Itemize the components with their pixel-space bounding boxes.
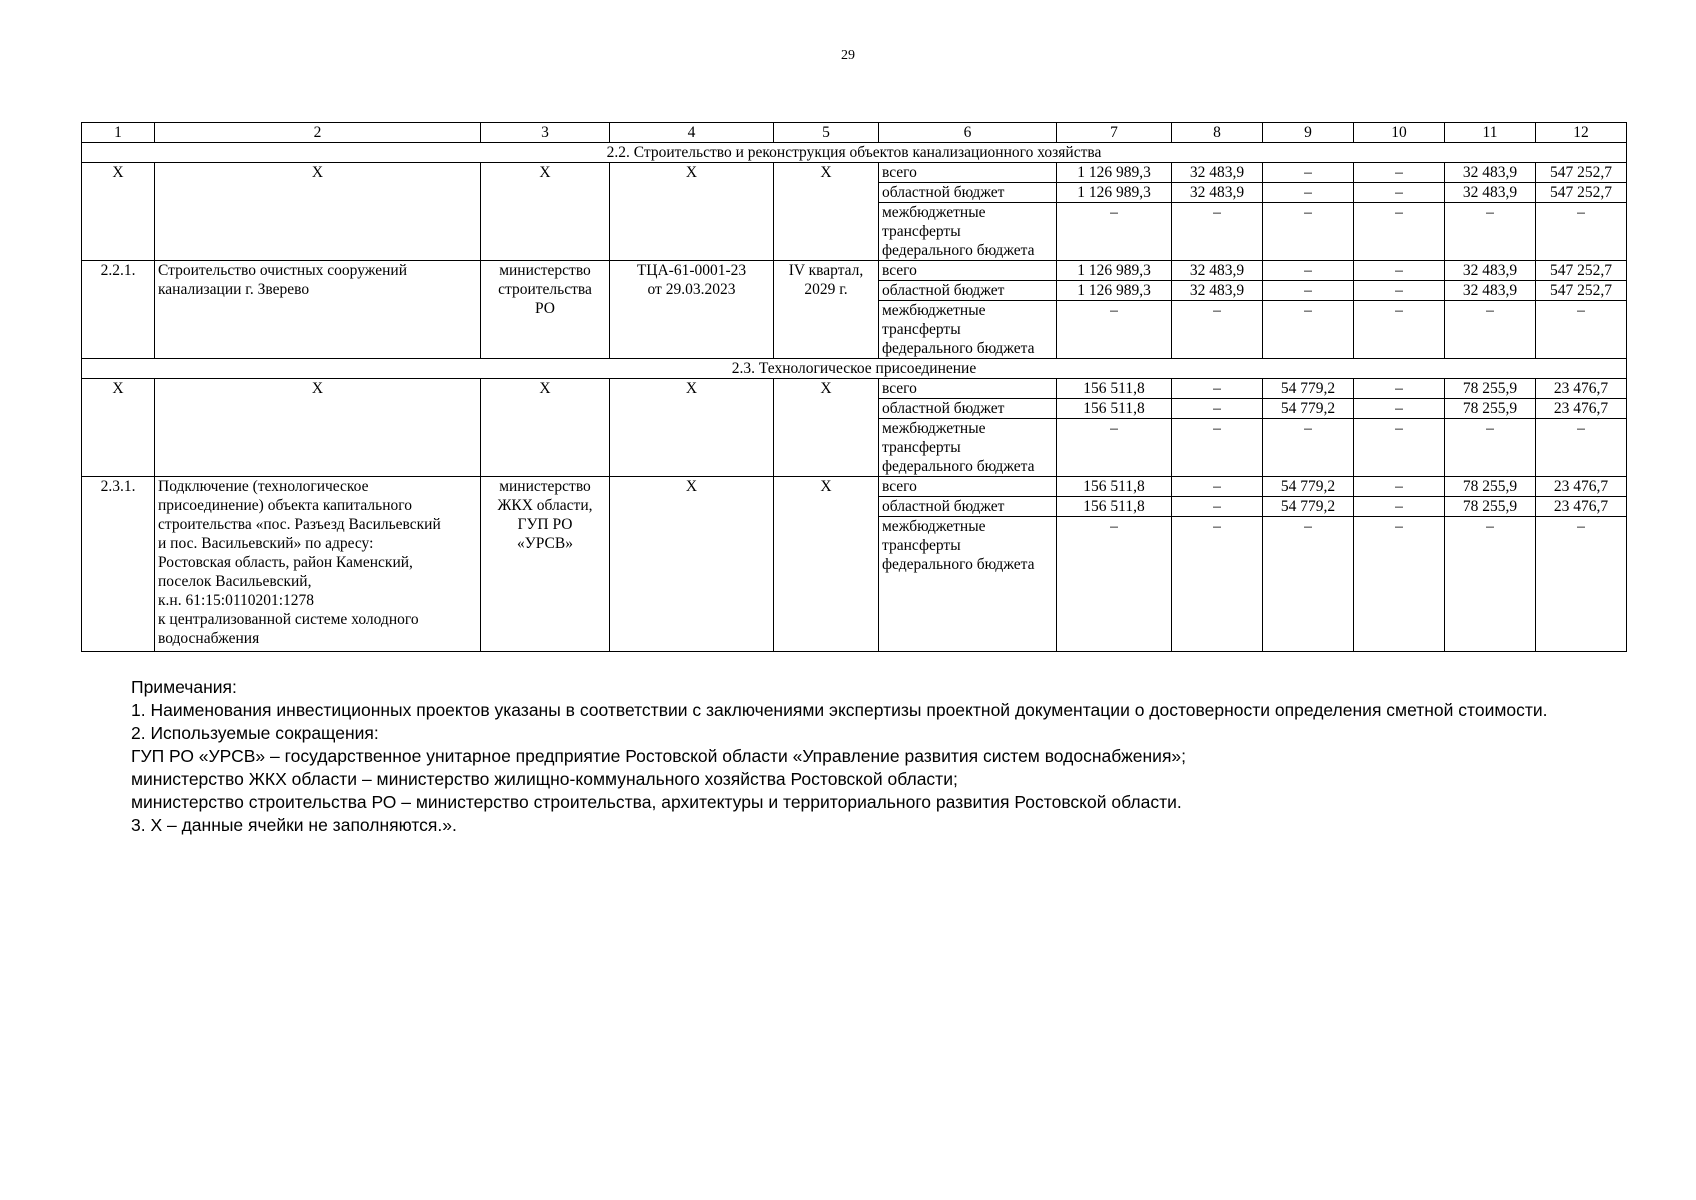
value-cell: 1 126 989,3 (1057, 163, 1172, 183)
value-cell: 23 476,7 (1536, 497, 1627, 517)
value-cell: 78 255,9 (1445, 379, 1536, 399)
funding-source-label: областной бюджет (879, 497, 1057, 517)
value-cell: 32 483,9 (1445, 163, 1536, 183)
value-cell: – (1172, 517, 1263, 652)
column-header: 11 (1445, 123, 1536, 143)
project-name-line: водоснабжения (158, 630, 260, 647)
completion-term (774, 261, 879, 359)
value-cell: 78 255,9 (1445, 497, 1536, 517)
project-name-line: Ростовская область, район Каменский, (158, 554, 413, 571)
column-header: 8 (1172, 123, 1263, 143)
value-cell: – (1445, 203, 1536, 261)
value-cell: 78 255,9 (1445, 399, 1536, 419)
value-cell: – (1057, 419, 1172, 477)
page-number: 29 (841, 48, 855, 63)
project-name-line: поселок Васильевский, (158, 573, 312, 590)
value-cell: 1 126 989,3 (1057, 261, 1172, 281)
label-line: трансферты (882, 321, 961, 338)
value-cell: – (1172, 419, 1263, 477)
column-number-row (82, 123, 1627, 143)
value-cell: 1 126 989,3 (1057, 281, 1172, 301)
value-cell: – (1263, 419, 1354, 477)
project-name (155, 477, 481, 652)
label-line: трансферты (882, 223, 961, 240)
project-name-line: к.н. 61:15:0110201:1278 (158, 592, 315, 609)
project-name (155, 261, 481, 359)
column-header: 7 (1057, 123, 1172, 143)
section-heading: 2.3. Технологическое присоединение (82, 359, 1627, 379)
org-line: строительства (498, 281, 592, 298)
value-cell: 156 511,8 (1057, 399, 1172, 419)
column-header: 6 (879, 123, 1057, 143)
label-line: межбюджетные (882, 420, 986, 437)
value-cell: 547 252,7 (1536, 183, 1627, 203)
value-cell: 156 511,8 (1057, 379, 1172, 399)
label-line: межбюджетные (882, 518, 986, 535)
cell-x: Х (610, 379, 774, 477)
project-name-line: Строительство очистных сооружений (158, 262, 408, 279)
cell-x: Х (774, 477, 879, 652)
value-cell: – (1057, 301, 1172, 359)
value-cell: – (1263, 517, 1354, 652)
value-cell: 156 511,8 (1057, 477, 1172, 497)
label-line: трансферты (882, 537, 961, 554)
investment-table (81, 122, 1627, 652)
project-name-line: и пос. Васильевский» по адресу: (158, 535, 374, 552)
value-cell: – (1354, 261, 1445, 281)
cell-x: Х (774, 163, 879, 261)
project-name-line: к централизованной системе холодного (158, 611, 419, 628)
value-cell: – (1172, 497, 1263, 517)
value-cell: 32 483,9 (1172, 163, 1263, 183)
project-number: 2.2.1. (82, 261, 155, 359)
cell-x: Х (82, 163, 155, 261)
cell-x: Х (82, 379, 155, 477)
value-cell: 547 252,7 (1536, 281, 1627, 301)
cell-x: Х (155, 163, 481, 261)
column-header: 10 (1354, 123, 1445, 143)
funding-source-label: всего (879, 477, 1057, 497)
value-cell: – (1354, 301, 1445, 359)
project-name-line: строительства «пос. Разъезд Васильевский (158, 516, 441, 533)
value-cell: – (1172, 301, 1263, 359)
table-row (82, 261, 1627, 281)
value-cell: 78 255,9 (1445, 477, 1536, 497)
label-line: федерального бюджета (882, 556, 1035, 573)
column-header: 5 (774, 123, 879, 143)
doc-line: ТЦА-61-0001-23 (636, 262, 747, 279)
value-cell: 23 476,7 (1536, 477, 1627, 497)
value-cell: – (1354, 183, 1445, 203)
funding-source-label: областной бюджет (879, 183, 1057, 203)
value-cell: – (1172, 203, 1263, 261)
column-header: 12 (1536, 123, 1627, 143)
column-header: 2 (155, 123, 481, 143)
value-cell: – (1536, 517, 1627, 652)
value-cell: 54 779,2 (1263, 399, 1354, 419)
column-header: 4 (610, 123, 774, 143)
value-cell: 547 252,7 (1536, 261, 1627, 281)
value-cell: – (1263, 203, 1354, 261)
notes-block (131, 676, 1651, 837)
value-cell: 32 483,9 (1172, 261, 1263, 281)
value-cell: – (1263, 183, 1354, 203)
value-cell: – (1172, 477, 1263, 497)
value-cell: – (1445, 419, 1536, 477)
column-header: 9 (1263, 123, 1354, 143)
project-name-line: канализации г. Зверево (158, 281, 310, 298)
value-cell: – (1263, 301, 1354, 359)
term-line: 2029 г. (804, 281, 848, 298)
column-header: 3 (481, 123, 610, 143)
funding-source-label: областной бюджет (879, 281, 1057, 301)
value-cell: 32 483,9 (1445, 261, 1536, 281)
cell-x: Х (481, 379, 610, 477)
org-line: ГУП РО (517, 516, 573, 533)
term-line: IV квартал, (788, 262, 864, 279)
note-line: ГУП РО «УРСВ» – государственное унитарное предприятие Ростовской области «Управление развития систем водоснабжения»; (131, 746, 1187, 766)
value-cell: – (1536, 419, 1627, 477)
project-name-line: Подключение (технологическое (158, 478, 369, 495)
responsible-org (481, 261, 610, 359)
responsible-org (481, 477, 610, 652)
value-cell: 156 511,8 (1057, 497, 1172, 517)
funding-source-label: областной бюджет (879, 399, 1057, 419)
value-cell: – (1536, 301, 1627, 359)
org-line: РО (534, 300, 555, 317)
value-cell: – (1057, 517, 1172, 652)
value-cell: – (1354, 281, 1445, 301)
value-cell: 54 779,2 (1263, 379, 1354, 399)
label-line: межбюджетные (882, 302, 986, 319)
value-cell: – (1057, 203, 1172, 261)
cell-x: Х (481, 163, 610, 261)
note-line: министерство строительства РО – министерство строительства, архитектуры и территориального развития Ростовской области. (131, 792, 1182, 812)
org-line: «УРСВ» (517, 535, 573, 552)
table-row (82, 477, 1627, 497)
cell-x: Х (155, 379, 481, 477)
value-cell: – (1354, 379, 1445, 399)
value-cell: – (1354, 163, 1445, 183)
value-cell: 23 476,7 (1536, 379, 1627, 399)
note-line: 1. Наименования инвестиционных проектов указаны в соответствии с заключениями экспертизы проектной документации о достоверности определения сметной стоимости. (131, 700, 1548, 720)
funding-source-label (879, 419, 1057, 477)
value-cell: – (1354, 477, 1445, 497)
value-cell: 1 126 989,3 (1057, 183, 1172, 203)
org-line: министерство (499, 478, 591, 495)
funding-source-label: всего (879, 379, 1057, 399)
value-cell: 54 779,2 (1263, 497, 1354, 517)
value-cell: – (1263, 281, 1354, 301)
note-line: министерство ЖКХ области – министерство жилищно-коммунального хозяйства Ростовской области; (131, 769, 958, 789)
value-cell: – (1263, 261, 1354, 281)
funding-source-label (879, 203, 1057, 261)
value-cell: – (1354, 517, 1445, 652)
notes-heading: Примечания: (131, 677, 237, 697)
value-cell: – (1172, 379, 1263, 399)
org-line: ЖКХ области, (497, 497, 593, 514)
value-cell: – (1354, 419, 1445, 477)
value-cell: – (1354, 399, 1445, 419)
value-cell: – (1445, 517, 1536, 652)
funding-source-label: всего (879, 261, 1057, 281)
value-cell: 32 483,9 (1445, 281, 1536, 301)
label-line: федерального бюджета (882, 242, 1035, 259)
value-cell: 547 252,7 (1536, 163, 1627, 183)
value-cell: 32 483,9 (1172, 281, 1263, 301)
value-cell: 32 483,9 (1445, 183, 1536, 203)
cell-x: Х (610, 477, 774, 652)
cell-x: Х (610, 163, 774, 261)
funding-source-label: всего (879, 163, 1057, 183)
value-cell: 32 483,9 (1172, 183, 1263, 203)
funding-source-label (879, 301, 1057, 359)
cell-x: Х (774, 379, 879, 477)
note-line: 2. Используемые сокращения: (131, 723, 379, 743)
label-line: федерального бюджета (882, 458, 1035, 475)
funding-source-label (879, 517, 1057, 652)
expertise-document (610, 261, 774, 359)
value-cell: – (1536, 203, 1627, 261)
project-number: 2.3.1. (82, 477, 155, 652)
doc-line: от 29.03.2023 (647, 281, 736, 298)
value-cell: 23 476,7 (1536, 399, 1627, 419)
label-line: межбюджетные (882, 204, 986, 221)
table-row (82, 163, 1627, 183)
org-line: министерство (499, 262, 591, 279)
value-cell: – (1445, 301, 1536, 359)
value-cell: – (1354, 203, 1445, 261)
project-name-line: присоединение) объекта капитального (158, 497, 412, 514)
section-heading: 2.2. Строительство и реконструкция объектов канализационного хозяйства (82, 143, 1627, 163)
note-line: 3. Х – данные ячейки не заполняются.». (131, 815, 457, 835)
label-line: трансферты (882, 439, 961, 456)
value-cell: – (1354, 497, 1445, 517)
table-row (82, 379, 1627, 399)
value-cell: – (1263, 163, 1354, 183)
value-cell: – (1172, 399, 1263, 419)
value-cell: 54 779,2 (1263, 477, 1354, 497)
label-line: федерального бюджета (882, 340, 1035, 357)
column-header: 1 (82, 123, 155, 143)
